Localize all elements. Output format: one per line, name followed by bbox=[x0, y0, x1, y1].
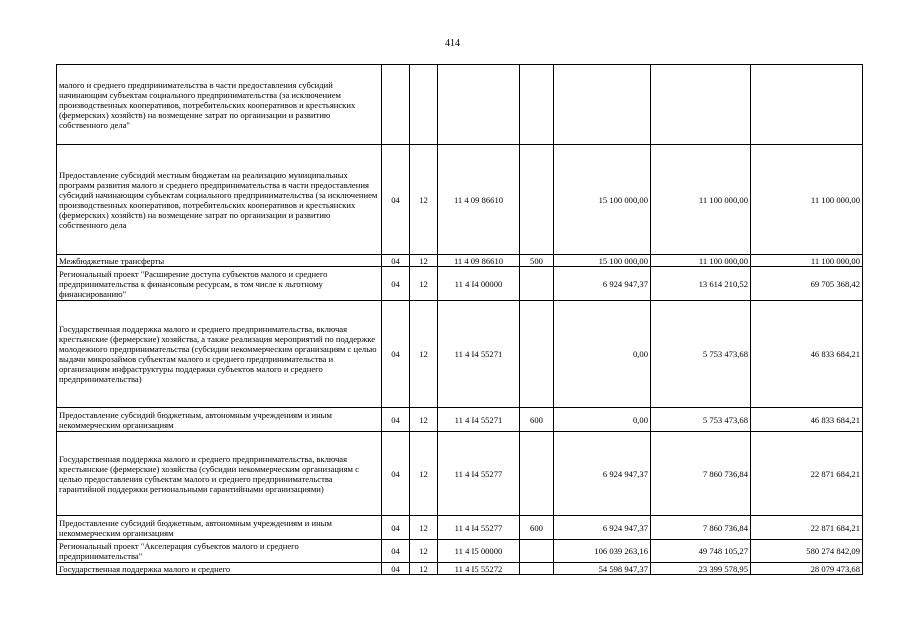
amount-year-2: 11 100 000,00 bbox=[651, 145, 751, 255]
amount-year-1: 6 924 947,37 bbox=[554, 432, 651, 516]
expense-type-code bbox=[520, 432, 554, 516]
amount-year-2: 11 100 000,00 bbox=[651, 255, 751, 267]
amount-year-3: 11 100 000,00 bbox=[751, 255, 863, 267]
expense-type-code bbox=[520, 563, 554, 575]
section-code: 04 bbox=[382, 145, 410, 255]
target-article-code: 11 4 I5 55272 bbox=[438, 563, 520, 575]
amount-year-1: 15 100 000,00 bbox=[554, 255, 651, 267]
amount-year-3: 22 871 684,21 bbox=[751, 432, 863, 516]
subsection-code: 12 bbox=[410, 145, 438, 255]
table-row bbox=[57, 301, 863, 408]
expense-type-code bbox=[520, 267, 554, 301]
expense-type-code: 600 bbox=[520, 408, 554, 432]
section-code: 04 bbox=[382, 563, 410, 575]
budget-item-name: Предоставление субсидий местным бюджетам на реализацию муниципальных программ развития малого и среднего предпринимательства в части предоставления субсидий начинающим субъектам социального предпринимательства (за исключением производственных кооперативов, потребительских кооперативов и крестьянских (фермерских) хозяйств) на возмещение затрат по организации и развитию собственного дела bbox=[57, 145, 382, 255]
section-code: 04 bbox=[382, 432, 410, 516]
table-row bbox=[57, 563, 863, 575]
amount-year-3: 46 833 684,21 bbox=[751, 408, 863, 432]
amount-year-3: 22 871 684,21 bbox=[751, 516, 863, 540]
expense-type-code bbox=[520, 301, 554, 408]
amount-year-3: 580 274 842,09 bbox=[751, 540, 863, 563]
table-row bbox=[57, 255, 863, 267]
subsection-code: 12 bbox=[410, 255, 438, 267]
subsection-code: 12 bbox=[410, 432, 438, 516]
amount-year-1 bbox=[554, 65, 651, 145]
amount-year-2: 5 753 473,68 bbox=[651, 408, 751, 432]
budget-item-name: Региональный проект "Акселерация субъектов малого и среднего предпринимательства" bbox=[57, 540, 382, 563]
target-article-code bbox=[438, 65, 520, 145]
amount-year-2 bbox=[651, 65, 751, 145]
table-row bbox=[57, 516, 863, 540]
target-article-code: 11 4 I4 55271 bbox=[438, 408, 520, 432]
amount-year-3: 69 705 368,42 bbox=[751, 267, 863, 301]
subsection-code: 12 bbox=[410, 301, 438, 408]
amount-year-3: 46 833 684,21 bbox=[751, 301, 863, 408]
target-article-code: 11 4 I4 55271 bbox=[438, 301, 520, 408]
table-row bbox=[57, 267, 863, 301]
amount-year-1: 0,00 bbox=[554, 301, 651, 408]
target-article-code: 11 4 I4 55277 bbox=[438, 516, 520, 540]
target-article-code: 11 4 I4 00000 bbox=[438, 267, 520, 301]
budget-table bbox=[56, 64, 863, 575]
amount-year-1: 15 100 000,00 bbox=[554, 145, 651, 255]
subsection-code: 12 bbox=[410, 540, 438, 563]
expense-type-code: 500 bbox=[520, 255, 554, 267]
amount-year-2: 23 399 578,95 bbox=[651, 563, 751, 575]
expense-type-code bbox=[520, 65, 554, 145]
amount-year-1: 6 924 947,37 bbox=[554, 516, 651, 540]
subsection-code: 12 bbox=[410, 563, 438, 575]
expense-type-code bbox=[520, 540, 554, 563]
table-row bbox=[57, 540, 863, 563]
section-code: 04 bbox=[382, 301, 410, 408]
expense-type-code: 600 bbox=[520, 516, 554, 540]
target-article-code: 11 4 09 86610 bbox=[438, 255, 520, 267]
amount-year-3 bbox=[751, 65, 863, 145]
budget-item-name: Предоставление субсидий бюджетным, автономным учреждениям и иным некоммерческим организациям bbox=[57, 408, 382, 432]
amount-year-1: 54 598 947,37 bbox=[554, 563, 651, 575]
budget-item-name: Предоставление субсидий бюджетным, автономным учреждениям и иным некоммерческим организациям bbox=[57, 516, 382, 540]
target-article-code: 11 4 I5 00000 bbox=[438, 540, 520, 563]
table-row bbox=[57, 145, 863, 255]
amount-year-1: 106 039 263,16 bbox=[554, 540, 651, 563]
subsection-code bbox=[410, 65, 438, 145]
budget-item-name: Межбюджетные трансферты bbox=[57, 255, 382, 267]
subsection-code: 12 bbox=[410, 267, 438, 301]
amount-year-1: 6 924 947,37 bbox=[554, 267, 651, 301]
amount-year-2: 49 748 105,27 bbox=[651, 540, 751, 563]
amount-year-1: 0,00 bbox=[554, 408, 651, 432]
budget-item-name: малого и среднего предпринимательства в части предоставления субсидий начинающим субъектам социального предпринимательства (за исключением производственных кооперативов, потребительских кооперативов и крестьянских (фермерских) хозяйств) на возмещение затрат по организации и развитию собственного дела" bbox=[57, 65, 382, 145]
section-code: 04 bbox=[382, 255, 410, 267]
amount-year-2: 7 860 736,84 bbox=[651, 516, 751, 540]
target-article-code: 11 4 I4 55277 bbox=[438, 432, 520, 516]
budget-item-name: Государственная поддержка малого и среднего предпринимательства, включая крестьянские (фермерские) хозяйства, а также реализация мероприятий по поддержке молодежного предпринимательства (субсидии некоммерческим организациям с целью выдачи микрозаймов субъектам малого и среднего предпринимательства и организациям инфраструктуры поддержки субъектов малого и среднего предпринимательства) bbox=[57, 301, 382, 408]
section-code: 04 bbox=[382, 267, 410, 301]
section-code: 04 bbox=[382, 516, 410, 540]
target-article-code: 11 4 09 86610 bbox=[438, 145, 520, 255]
table-row bbox=[57, 65, 863, 145]
table-row bbox=[57, 408, 863, 432]
amount-year-3: 11 100 000,00 bbox=[751, 145, 863, 255]
budget-item-name: Государственная поддержка малого и среднего bbox=[57, 563, 382, 575]
amount-year-2: 5 753 473,68 bbox=[651, 301, 751, 408]
subsection-code: 12 bbox=[410, 408, 438, 432]
section-code: 04 bbox=[382, 540, 410, 563]
page-number: 414 bbox=[445, 38, 460, 49]
budget-item-name: Региональный проект "Расширение доступа субъектов малого и среднего предпринимательства к финансовым ресурсам, в том числе к льготному финансированию" bbox=[57, 267, 382, 301]
amount-year-3: 28 079 473,68 bbox=[751, 563, 863, 575]
section-code: 04 bbox=[382, 408, 410, 432]
section-code bbox=[382, 65, 410, 145]
table-row bbox=[57, 432, 863, 516]
subsection-code: 12 bbox=[410, 516, 438, 540]
amount-year-2: 13 614 210,52 bbox=[651, 267, 751, 301]
expense-type-code bbox=[520, 145, 554, 255]
amount-year-2: 7 860 736,84 bbox=[651, 432, 751, 516]
budget-item-name: Государственная поддержка малого и среднего предпринимательства, включая крестьянские (фермерские) хозяйства (субсидии некоммерческим организациям с целью предоставления субъектам малого и среднего предпринимательства гарантийной поддержки региональными гарантийными организациями) bbox=[57, 432, 382, 516]
